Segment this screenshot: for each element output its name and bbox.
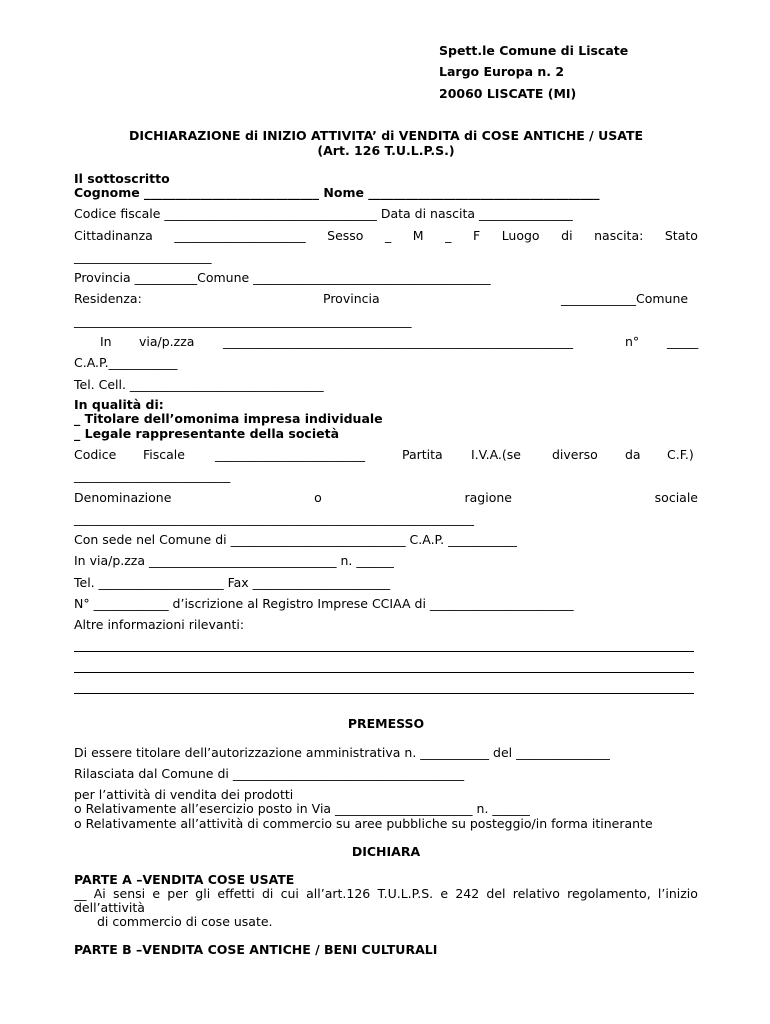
- part-a-word: effetti: [217, 886, 255, 901]
- other-info-label: Altre informazioni rilevanti:: [74, 617, 245, 632]
- street-label: via/p.zza: [139, 334, 195, 349]
- residence-label: Residenza:: [74, 291, 142, 306]
- document-title: DICHIARAZIONE di INIZIO ATTIVITA’ di VENDITA di COSE ANTICHE / USATE: [128, 128, 644, 143]
- company-name-line: [74, 490, 698, 505]
- part-a-word: e: [440, 886, 449, 901]
- street-field[interactable]: ________________________________________________________: [223, 334, 573, 349]
- premise-option-public-areas[interactable]: o Relativamente all’attività di commercio su aree pubbliche su posteggio/in forma itinerante: [74, 816, 653, 831]
- capacity-option-legal-rep[interactable]: _ Legale rappresentante della società: [74, 426, 340, 441]
- registry-line[interactable]: N° ____________ d’iscrizione al Registro Imprese CCIAA di _______________________: [74, 596, 574, 611]
- part-a-word: per: [167, 886, 189, 901]
- cap-field-line[interactable]: C.A.P.___________: [74, 355, 178, 370]
- residence-field[interactable]: ______________________________________________________: [74, 313, 412, 328]
- company-seat-line[interactable]: Con sede nel Comune di ____________________________ C.A.P. ___________: [74, 532, 517, 547]
- phone-field-line[interactable]: Tel. Cell. _______________________________: [74, 377, 324, 392]
- birth-province-line[interactable]: Provincia __________Comune ______________________________________: [74, 270, 491, 285]
- part-a-word: Ai: [93, 886, 106, 901]
- vat-field[interactable]: _________________________: [74, 468, 231, 483]
- part-a-word: gli: [195, 886, 211, 901]
- vat-label: Partita: [402, 447, 443, 462]
- part-a-word: di: [261, 886, 274, 901]
- other-info-line-3[interactable]: [74, 693, 694, 694]
- part-a-word: 242: [455, 886, 480, 901]
- sex-f-label: F: [472, 228, 481, 243]
- part-a-text-line-2: dell’attività: [74, 900, 145, 915]
- sex-m-label: M: [412, 228, 424, 243]
- part-a-word: del: [486, 886, 506, 901]
- company-name-label-reason: ragione: [464, 490, 512, 505]
- part-a-word: regolamento,: [567, 886, 651, 901]
- company-name-field[interactable]: ________________________________________________________________: [74, 511, 474, 526]
- premise-heading: PREMESSO: [347, 716, 425, 731]
- capacity-heading: In qualità di:: [74, 397, 164, 412]
- part-b-title: PARTE B –VENDITA COSE ANTICHE / BENI CULTURALI: [74, 942, 438, 957]
- company-fiscal-label: Codice: [74, 447, 117, 462]
- recipient-line-1: Spett.le Comune di Liscate: [439, 43, 629, 58]
- recipient-line-3: 20060 LISCATE (MI): [439, 86, 577, 101]
- capacity-option-owner[interactable]: _ Titolare dell’omonima impresa individuale: [74, 411, 383, 426]
- vat-label-4: da: [625, 447, 641, 462]
- company-street-line[interactable]: In via/p.zza ______________________________ n. ______: [74, 553, 394, 568]
- part-a-word: e: [152, 886, 161, 901]
- name-field-line[interactable]: Cognome ____________________________ Nome _____________________________________: [74, 185, 600, 200]
- vat-label-2: I.V.A.(se: [471, 447, 521, 462]
- street-in-label: In: [100, 334, 112, 349]
- birthplace-word: di: [561, 228, 573, 243]
- part-a-word: T.U.L.P.S.: [377, 886, 434, 901]
- premise-issued-by-line[interactable]: Rilasciata dal Comune di _____________________________________: [74, 766, 465, 781]
- premise-products-line: per l’attività di vendita dei prodotti: [74, 787, 294, 802]
- citizenship-line[interactable]: [74, 228, 698, 243]
- part-a-word: l’inizio: [657, 886, 698, 901]
- company-fiscal-label-2: Fiscale: [143, 447, 185, 462]
- residence-comune-field[interactable]: ____________Comune: [561, 291, 689, 306]
- recipient-line-2: Largo Europa n. 2: [439, 64, 565, 79]
- part-a-checkbox[interactable]: __: [74, 886, 87, 901]
- street-number-field[interactable]: _____: [667, 334, 699, 349]
- part-a-word: sensi: [113, 886, 146, 901]
- street-number-label: n°: [625, 334, 640, 349]
- citizenship-label: Cittadinanza: [74, 228, 153, 243]
- sex-m-checkbox[interactable]: _: [385, 228, 392, 243]
- company-phone-line[interactable]: Tel. ____________________ Fax ______________________: [74, 575, 391, 590]
- premise-authorization-line[interactable]: Di essere titolare dell’autorizzazione amministrativa n. ___________ del _______________: [74, 745, 610, 760]
- other-info-line-1[interactable]: [74, 651, 694, 652]
- fiscal-code-line[interactable]: Codice fiscale __________________________________ Data di nascita _______________: [74, 206, 573, 221]
- residence-province-label: Provincia: [323, 291, 380, 306]
- part-a-text-line[interactable]: [74, 886, 698, 901]
- declare-heading: DICHIARA: [351, 844, 421, 859]
- vat-label-5: C.F.): [667, 447, 694, 462]
- birthplace-word: nascita:: [594, 228, 644, 243]
- part-a-word: relativo: [512, 886, 560, 901]
- company-name-label: Denominazione: [74, 490, 172, 505]
- company-name-label-social: sociale: [654, 490, 698, 505]
- company-fiscal-field[interactable]: ________________________: [215, 447, 365, 462]
- vat-label-3: diverso: [552, 447, 598, 462]
- part-a-word: all’art.126: [306, 886, 371, 901]
- birthplace-word: Luogo: [501, 228, 540, 243]
- citizenship-field[interactable]: _____________________: [174, 228, 306, 243]
- sex-f-checkbox[interactable]: _: [445, 228, 452, 243]
- birth-state-field[interactable]: ______________________: [74, 249, 212, 264]
- part-a-text-line-3: di commercio di cose usate.: [97, 914, 273, 929]
- document-subtitle: (Art. 126 T.U.L.P.S.): [317, 143, 455, 158]
- part-a-title: PARTE A –VENDITA COSE USATE: [74, 872, 295, 887]
- sex-label: Sesso: [327, 228, 364, 243]
- part-a-word: cui: [280, 886, 299, 901]
- company-name-label-or: o: [314, 490, 322, 505]
- other-info-line-2[interactable]: [74, 672, 694, 673]
- premise-option-shop[interactable]: o Relativamente all’esercizio posto in Via ______________________ n. ______: [74, 801, 530, 816]
- birthplace-word: Stato: [664, 228, 698, 243]
- applicant-heading: Il sottoscritto: [74, 171, 170, 186]
